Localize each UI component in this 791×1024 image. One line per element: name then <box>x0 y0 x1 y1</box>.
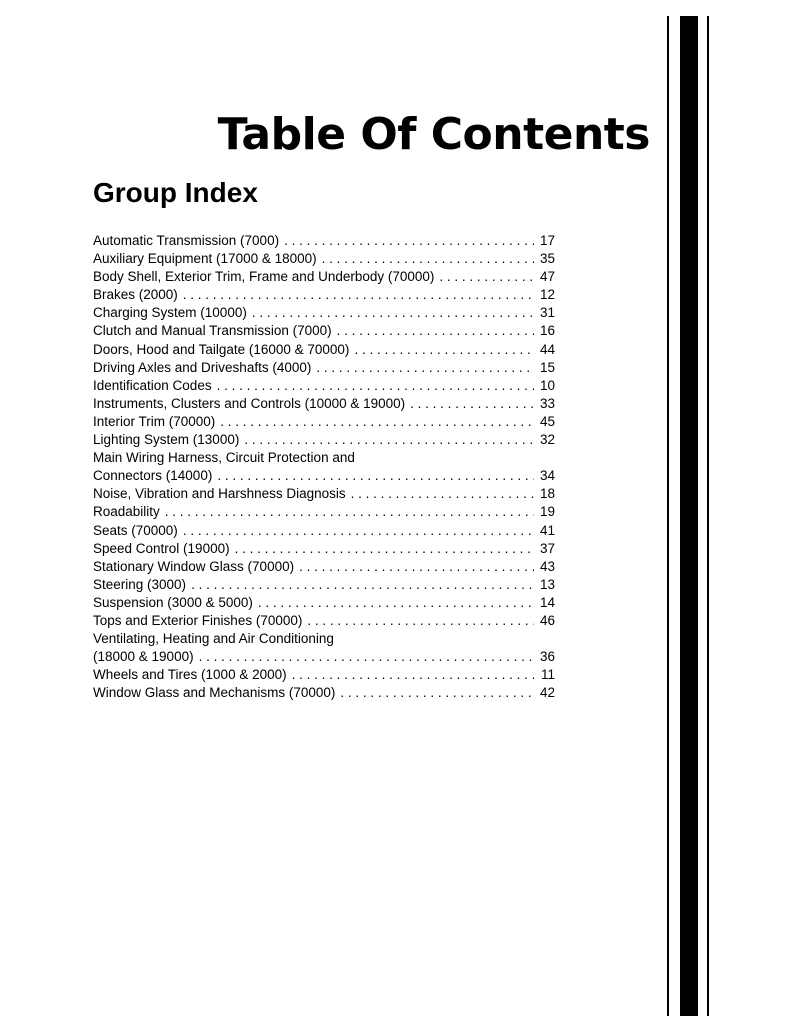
dot-leader <box>191 576 534 594</box>
toc-entry[interactable] <box>93 359 555 377</box>
toc-entry[interactable] <box>93 648 555 666</box>
toc-entry-page: 18 <box>539 486 555 502</box>
toc-entry-label: Identification Codes <box>93 377 212 393</box>
dot-leader <box>439 268 534 286</box>
toc-entry-page: 47 <box>539 269 555 285</box>
toc-entry-page: 32 <box>539 432 555 448</box>
dot-leader <box>340 684 534 702</box>
dot-leader <box>307 612 534 630</box>
section-tab-rule-thin-left <box>667 16 669 1016</box>
toc-entry-label: Suspension (3000 & 5000) <box>93 594 253 610</box>
toc-entry[interactable] <box>93 467 555 485</box>
toc-entry-label: Automatic Transmission (7000) <box>93 233 280 248</box>
toc-entry[interactable] <box>93 576 555 594</box>
toc-entry[interactable] <box>93 558 555 576</box>
toc-entry[interactable] <box>93 540 555 558</box>
section-tab-rule-thick <box>680 16 698 1016</box>
toc-entry-page: 19 <box>539 504 555 520</box>
section-tab-rule-thin-right <box>707 16 709 1016</box>
toc-entry[interactable] <box>93 594 555 612</box>
toc-entry[interactable] <box>93 431 555 449</box>
toc-entry-label: Steering (3000) <box>93 576 187 592</box>
toc-entry-page: 10 <box>539 377 555 393</box>
toc-entry[interactable] <box>93 485 555 503</box>
toc-entry-label: Clutch and Manual Transmission (7000) <box>93 323 332 339</box>
dot-leader <box>299 558 534 576</box>
toc-entry-page: 42 <box>539 685 555 701</box>
toc-entry-page: 33 <box>539 395 555 411</box>
dot-leader <box>316 359 534 377</box>
dot-leader <box>410 395 534 413</box>
toc-entry-label: Charging System (10000) <box>93 305 247 321</box>
toc-entry[interactable] <box>93 322 555 340</box>
toc-entry[interactable] <box>93 268 555 286</box>
toc-entry-label-line1[interactable]: Main Wiring Harness, Circuit Protection and <box>93 450 355 466</box>
dot-leader <box>244 431 534 449</box>
toc-entry[interactable] <box>93 395 555 413</box>
toc-entry-label: Roadability <box>93 504 160 520</box>
dot-leader <box>235 540 534 558</box>
toc-entry-label: Body Shell, Exterior Trim, Frame and Underbody (70000) <box>93 269 435 285</box>
toc-entry-label: Driving Axles and Driveshafts (4000) <box>93 359 312 375</box>
dot-leader <box>284 232 534 250</box>
toc-entry[interactable] <box>93 377 555 395</box>
dot-leader <box>258 594 534 612</box>
toc-entry-page: 34 <box>539 468 555 484</box>
toc-entry-label: Interior Trim (70000) <box>93 413 216 429</box>
toc-entry-page: 14 <box>539 594 555 610</box>
toc-entry-label: (18000 & 19000) <box>93 649 194 665</box>
page-title: Table Of Contents <box>217 109 650 160</box>
toc-entry-label: Auxiliary Equipment (17000 & 18000) <box>93 251 317 267</box>
toc-entry-page: 15 <box>539 359 555 375</box>
toc-entry-page: 31 <box>539 305 555 321</box>
toc-entry[interactable] <box>93 250 555 268</box>
toc-entry-label-line1[interactable]: Ventilating, Heating and Air Conditioning <box>93 631 334 647</box>
dot-leader <box>220 413 534 431</box>
toc-entry-page: 41 <box>539 522 555 538</box>
toc-entry-page: 46 <box>539 612 555 628</box>
toc-entry-page: 11 <box>540 667 555 683</box>
dot-leader <box>165 503 534 521</box>
dot-leader <box>183 286 534 304</box>
section-heading: Group Index <box>93 177 258 208</box>
toc-entry-label: Connectors (14000) <box>93 468 213 484</box>
dot-leader <box>217 467 534 485</box>
dot-leader <box>199 648 534 666</box>
toc-entry-label: Seats (70000) <box>93 522 178 538</box>
toc-entry[interactable] <box>93 666 555 684</box>
toc-entry[interactable] <box>93 304 555 322</box>
toc-entry[interactable] <box>93 612 555 630</box>
toc-entry-label: Speed Control (19000) <box>93 540 230 556</box>
toc-entry-label: Wheels and Tires (1000 & 2000) <box>93 667 287 683</box>
dot-leader <box>354 341 534 359</box>
toc-entry-page: 37 <box>539 540 555 556</box>
dot-leader <box>217 377 534 395</box>
toc-entry-page: 17 <box>539 233 555 248</box>
toc-entry[interactable] <box>93 286 555 304</box>
dot-leader <box>252 304 534 322</box>
toc-entry[interactable] <box>93 503 555 521</box>
toc-entry[interactable] <box>93 341 555 359</box>
toc-entry-label: Tops and Exterior Finishes (70000) <box>93 612 303 628</box>
toc-entry-label: Doors, Hood and Tailgate (16000 & 70000) <box>93 341 350 357</box>
dot-leader <box>351 485 534 503</box>
toc-entry-page: 13 <box>539 576 555 592</box>
toc-entry-page: 36 <box>539 649 555 665</box>
toc-entry[interactable] <box>93 413 555 431</box>
dot-leader <box>337 322 534 340</box>
toc-entry[interactable] <box>93 684 555 702</box>
toc-entry-label: Brakes (2000) <box>93 287 178 303</box>
dot-leader <box>322 250 534 268</box>
toc-entry-label: Instruments, Clusters and Controls (10000 & 19000) <box>93 395 406 411</box>
dot-leader <box>292 666 534 684</box>
toc-entry-label: Stationary Window Glass (70000) <box>93 558 295 574</box>
toc-entry-page: 35 <box>539 251 555 267</box>
toc-entry-page: 16 <box>539 323 555 339</box>
toc-entry-page: 45 <box>539 413 555 429</box>
toc-entry-label: Window Glass and Mechanisms (70000) <box>93 685 336 701</box>
toc-entry-page: 12 <box>539 287 555 303</box>
dot-leader <box>183 522 534 540</box>
toc-entry-page: 43 <box>539 558 555 574</box>
toc-entry-label: Noise, Vibration and Harshness Diagnosis <box>93 486 346 502</box>
toc-entry-page: 44 <box>539 341 555 357</box>
table-of-contents <box>93 232 555 702</box>
toc-entry-label: Lighting System (13000) <box>93 432 240 448</box>
toc-entry[interactable] <box>93 232 555 250</box>
toc-entry[interactable] <box>93 522 555 540</box>
